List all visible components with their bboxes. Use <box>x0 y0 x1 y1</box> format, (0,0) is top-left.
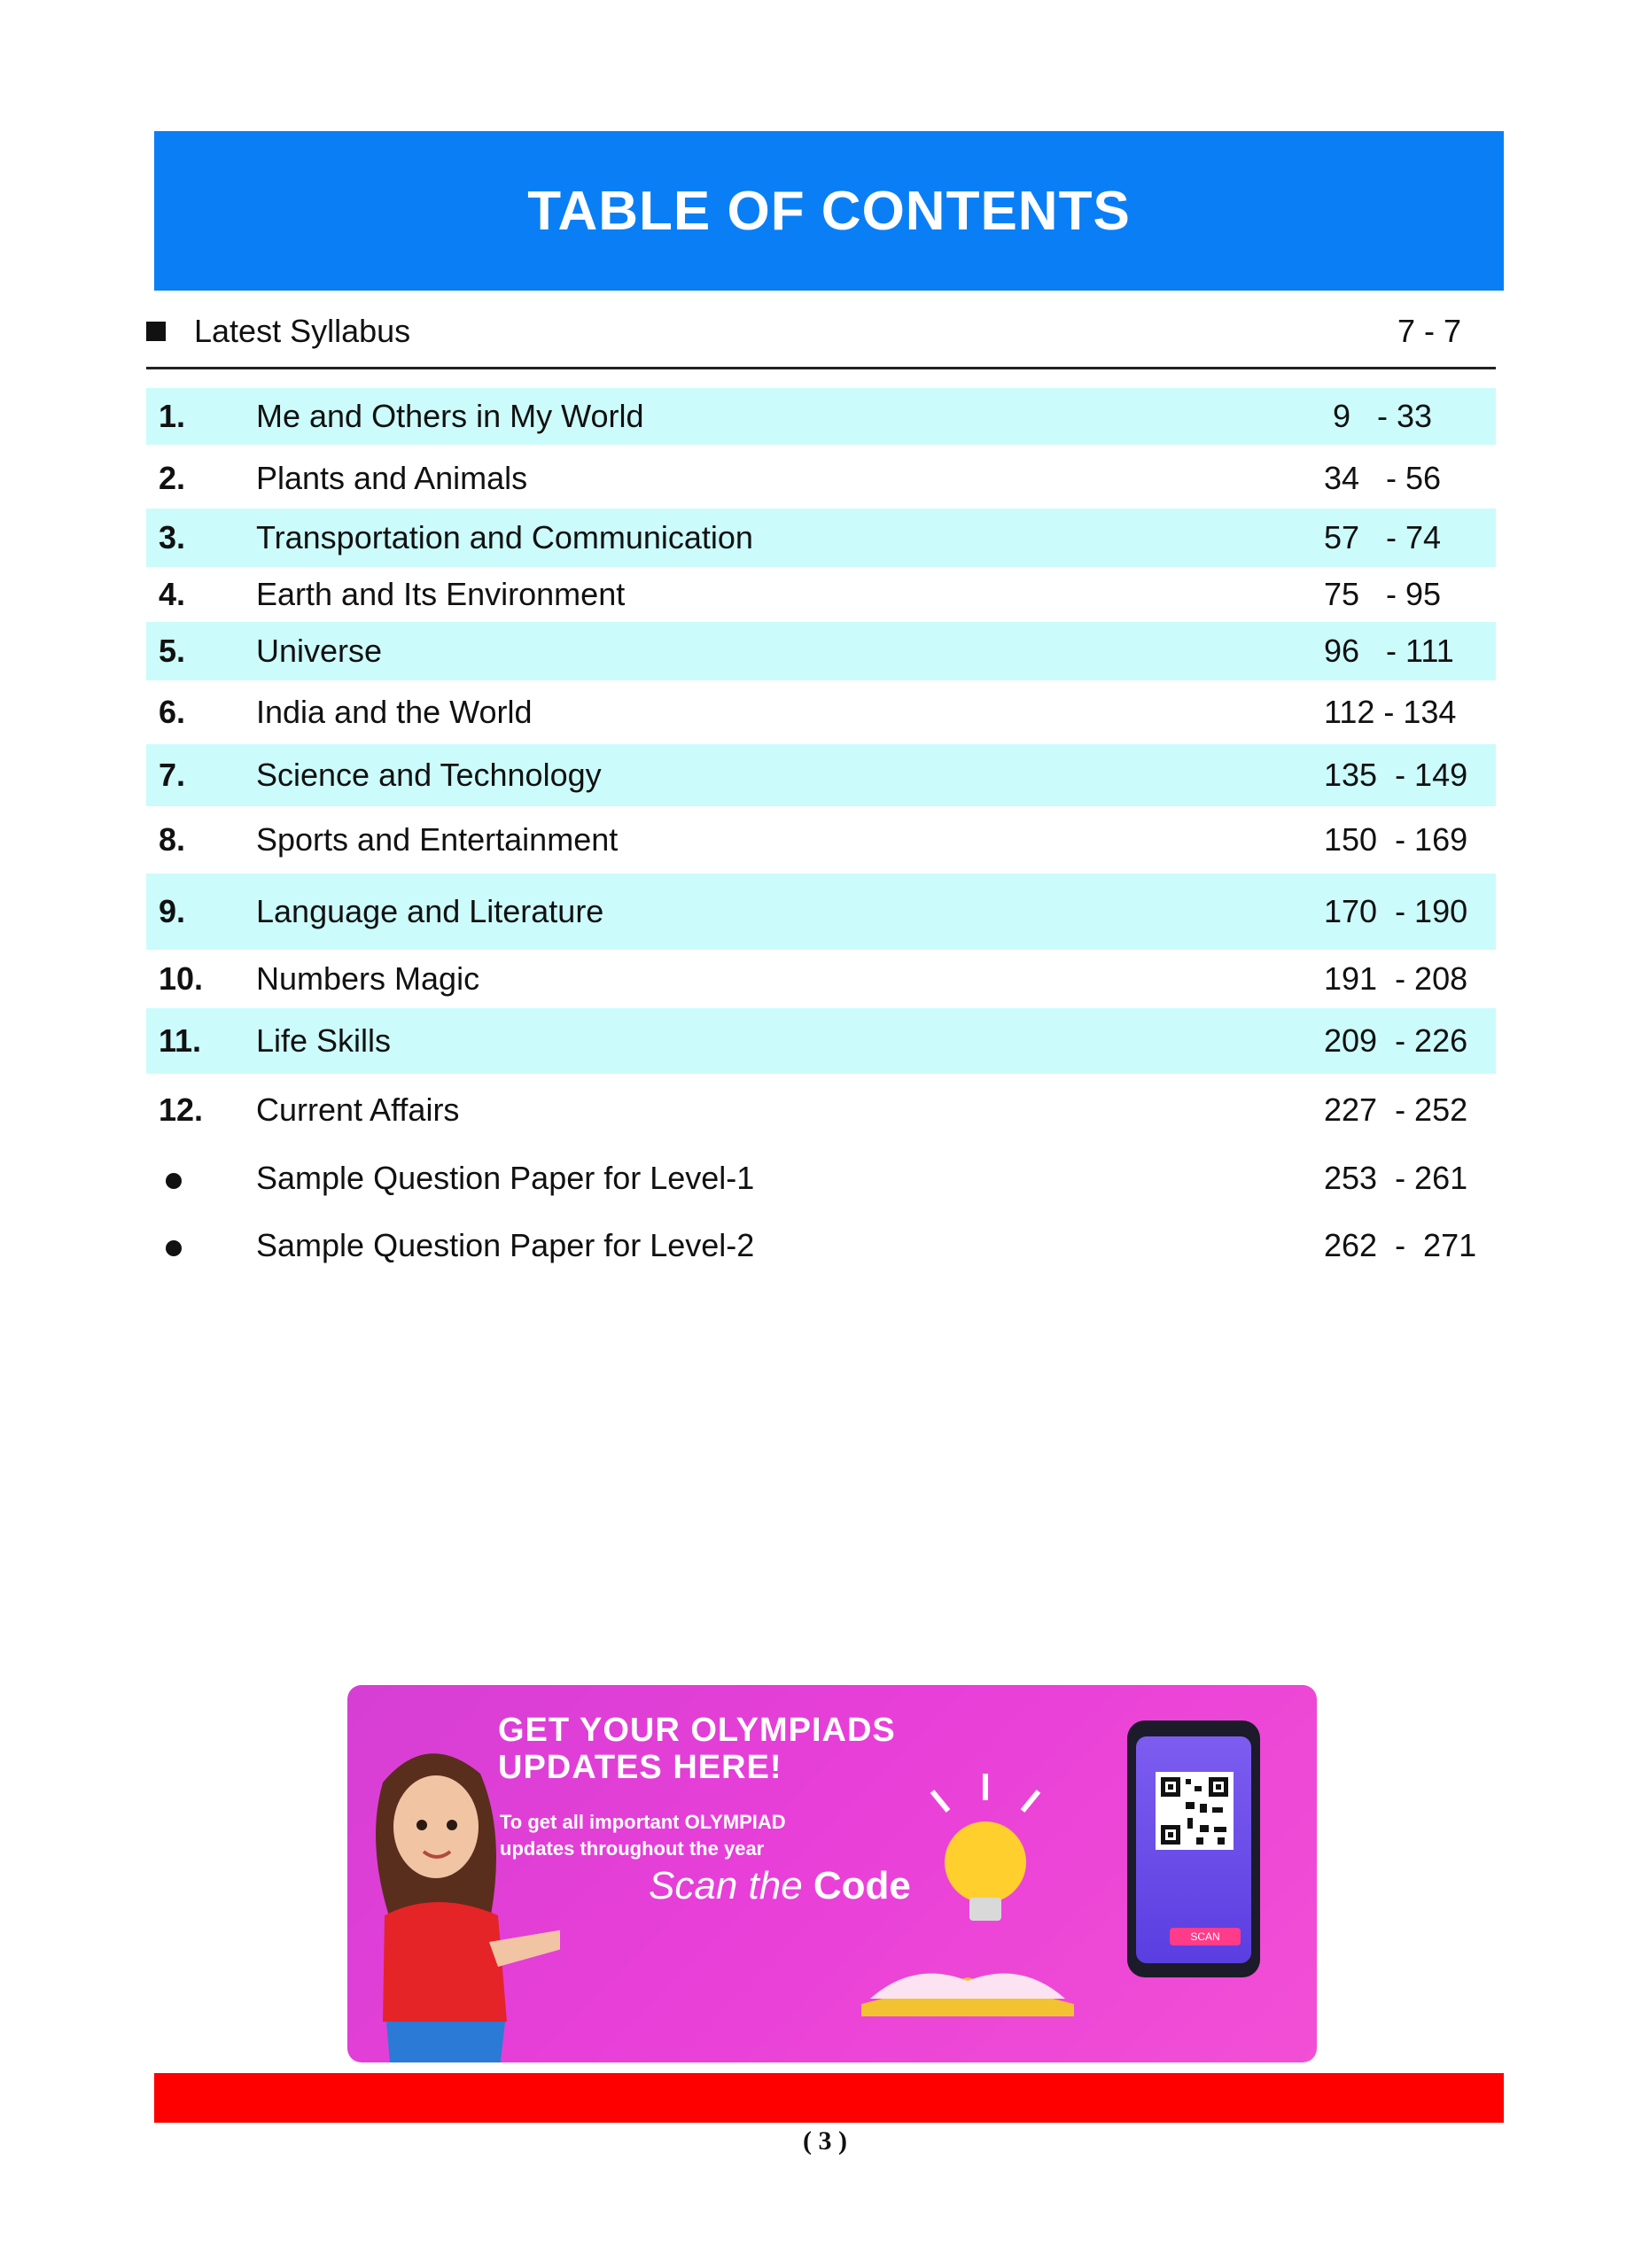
scan-button[interactable]: SCAN <box>1170 1928 1241 1946</box>
olympiad-promo-banner[interactable] <box>347 1685 1317 2062</box>
scan-bold: Code <box>813 1864 911 1907</box>
scan-prefix: Scan the <box>649 1864 813 1907</box>
chapter-number: 5. <box>159 633 186 669</box>
chapter-number: 9. <box>159 893 186 929</box>
chapter-title: Sports and Entertainment <box>256 821 619 858</box>
footer-bar <box>154 2073 1504 2123</box>
chapter-title: Plants and Animals <box>256 460 528 496</box>
chapter-number: 2. <box>159 460 186 496</box>
phone-screen <box>1136 1736 1251 1963</box>
sample-paper-title: Sample Question Paper for Level-2 <box>256 1227 755 1263</box>
chapter-pages: 227 - 252 <box>1324 1091 1468 1128</box>
banner-headline-line-2: UPDATES HERE! <box>498 1749 782 1786</box>
chapter-pages: 34 - 56 <box>1324 460 1442 496</box>
toc-row <box>146 569 1496 620</box>
chapter-title: India and the World <box>256 694 533 730</box>
banner-subtext-line-1: To get all important OLYMPIAD <box>500 1811 786 1833</box>
phone-illustration <box>1127 1720 1260 1977</box>
chapter-pages: 75 - 95 <box>1324 576 1442 612</box>
toc-header <box>154 131 1504 291</box>
chapter-number: 3. <box>159 519 186 555</box>
syllabus-pages: 7 - 7 <box>1397 313 1462 349</box>
bullet <box>146 1160 256 1197</box>
toc-row <box>146 744 1496 806</box>
chapter-title: Science and Technology <box>256 757 602 793</box>
chapter-title: Transportation and Communication <box>256 519 753 555</box>
divider <box>146 367 1496 369</box>
chapter-number: 7. <box>159 757 186 793</box>
sample-paper-pages: 253 - 261 <box>1324 1160 1468 1196</box>
chapter-title: Life Skills <box>256 1022 392 1059</box>
qr-code-icon[interactable] <box>1156 1772 1234 1850</box>
chapter-number: 8. <box>159 821 186 858</box>
lightbulb-icon <box>915 1774 1056 1933</box>
syllabus-label: Latest Syllabus <box>194 313 411 349</box>
chapter-pages: 209 - 226 <box>1324 1022 1468 1059</box>
banner-subtext-line-2: updates throughout the year <box>500 1837 765 1860</box>
toc-row <box>146 622 1496 680</box>
square-bullet-icon <box>146 322 166 341</box>
chapter-number: 6. <box>159 694 186 730</box>
toc-row <box>146 1079 1496 1141</box>
chapter-number: 4. <box>159 576 186 612</box>
chapter-pages: 191 - 208 <box>1324 960 1468 997</box>
page-title: TABLE OF CONTENTS <box>527 180 1131 242</box>
chapter-number: 12. <box>159 1091 204 1128</box>
open-book-icon <box>852 1942 1083 2022</box>
sample-paper-pages: 262 - 271 <box>1324 1227 1477 1263</box>
page-number: ( 3 ) <box>803 2126 847 2155</box>
chapter-number: 11. <box>159 1022 202 1059</box>
toc-row <box>146 808 1496 872</box>
bullet <box>146 1227 256 1264</box>
chapter-title: Earth and Its Environment <box>256 576 626 612</box>
chapter-pages: 150 - 169 <box>1324 821 1468 858</box>
sample-paper-title: Sample Question Paper for Level-1 <box>256 1160 755 1196</box>
scan-the-code-text <box>649 1864 911 1908</box>
bullet-dot-icon <box>166 1240 182 1256</box>
toc-row <box>146 951 1496 1006</box>
chapter-title: Numbers Magic <box>256 960 480 997</box>
chapter-number: 10. <box>159 960 204 997</box>
chapter-pages: 9 - 33 <box>1324 398 1433 434</box>
chapter-pages: 96 - 111 <box>1324 633 1454 669</box>
chapter-title: Me and Others in My World <box>256 398 644 434</box>
toc-row <box>146 450 1496 507</box>
toc-row <box>146 684 1496 741</box>
chapter-number: 1. <box>159 398 186 434</box>
toc-row <box>146 1008 1496 1074</box>
chapter-pages: 57 - 74 <box>1324 519 1442 555</box>
chapter-pages: 135 - 149 <box>1324 757 1468 793</box>
toc-row <box>146 509 1496 567</box>
banner-subtext <box>500 1809 907 1862</box>
toc-row <box>146 388 1496 445</box>
chapter-pages: 112 - 134 <box>1324 694 1457 730</box>
chapter-pages: 170 - 190 <box>1324 893 1468 929</box>
chapter-title: Language and Literature <box>256 893 604 929</box>
bullet-dot-icon <box>166 1173 182 1189</box>
toc-row <box>146 1146 1496 1210</box>
syllabus-row <box>146 308 1495 354</box>
chapter-title: Universe <box>256 633 383 669</box>
banner-headline <box>498 1712 959 1786</box>
toc-row <box>146 874 1496 950</box>
banner-headline-line-1: GET YOUR OLYMPIADS <box>498 1712 896 1749</box>
toc-row <box>146 1214 1496 1278</box>
chapter-title: Current Affairs <box>256 1091 460 1128</box>
